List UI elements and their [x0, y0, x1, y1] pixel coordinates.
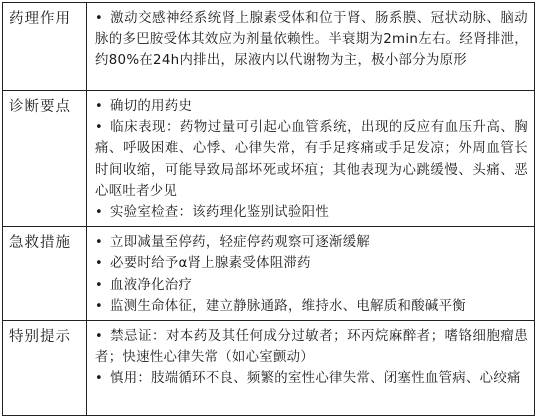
- item-text: 禁忌证：对本药及其任何成分过敏者；环丙烷麻醉者；嗜铬细胞瘤患者；快速性心律失常（如心室颤动）: [95, 329, 528, 366]
- bullet-icon: •: [95, 99, 103, 114]
- row-heading: 特别提示: [3, 321, 87, 416]
- list-item: [95, 202, 528, 223]
- item-text: 必要时给予α肾上腺素受体阻滞药: [110, 256, 311, 272]
- row-heading: 药理作用: [3, 3, 87, 91]
- list-item: [95, 8, 528, 72]
- list-item: [95, 96, 528, 117]
- table-row-diagnosis: [3, 91, 535, 227]
- bullet-icon: •: [95, 277, 103, 293]
- bullet-icon: •: [95, 329, 103, 345]
- bullet-icon: •: [95, 298, 103, 314]
- list-item: [95, 296, 528, 317]
- row-content: [87, 227, 535, 321]
- list-item: [95, 232, 528, 253]
- list-item: [95, 275, 528, 296]
- item-text: 慎用：肢端循环不良、频繁的室性心律失常、闭塞性血管病、心绞痛: [110, 371, 521, 387]
- table-row-special-notes: [3, 321, 535, 416]
- list-item: [95, 117, 528, 202]
- list-item: [95, 253, 528, 274]
- item-text: 立即减量至停药，轻症停药观察可逐渐缓解: [110, 235, 371, 251]
- drug-info-table: [2, 2, 535, 416]
- row-heading: 诊断要点: [3, 91, 87, 227]
- item-text: 确切的用药史: [110, 99, 193, 114]
- item-text: 监测生命体征，建立静脉通路，维持水、电解质和酸碱平衡: [110, 298, 466, 314]
- row-heading: 急救措施: [3, 227, 87, 321]
- bullet-icon: •: [95, 371, 103, 387]
- table-row-pharmacology: [3, 3, 535, 91]
- bullet-icon: •: [95, 205, 103, 221]
- table-row-first-aid: [3, 227, 535, 321]
- row-content: [87, 321, 535, 416]
- list-item: [95, 368, 528, 389]
- item-text: 血液净化治疗: [110, 277, 193, 293]
- bullet-icon: •: [95, 11, 103, 26]
- bullet-icon: •: [95, 120, 103, 136]
- item-text: 临床表现：药物过量可引起心血管系统，出现的反应有血压升高、胸痛、呼吸困难、心悸、心律失常，有手足疼痛或手足发凉；外周血管长时间收缩，可能导致局部坏死或坏疽；其他表现为心跳缓慢、头痛、恶心呕吐者少见: [95, 120, 528, 199]
- item-text: 激动交感神经系统肾上腺素受体和位于肾、肠系膜、冠状动脉、脑动脉的多巴胺受体其效应为剂量依赖性。半衰期为2min左右。经肾排泄，约80%在24h内排出，尿液内以代谢物为主，极小部分为原形: [95, 11, 528, 69]
- list-item: [95, 326, 528, 368]
- bullet-icon: •: [95, 256, 103, 272]
- row-content: [87, 3, 535, 91]
- bullet-icon: •: [95, 235, 103, 251]
- item-text: 实验室检查：该药理化鉴别试验阳性: [110, 205, 330, 221]
- row-content: [87, 91, 535, 227]
